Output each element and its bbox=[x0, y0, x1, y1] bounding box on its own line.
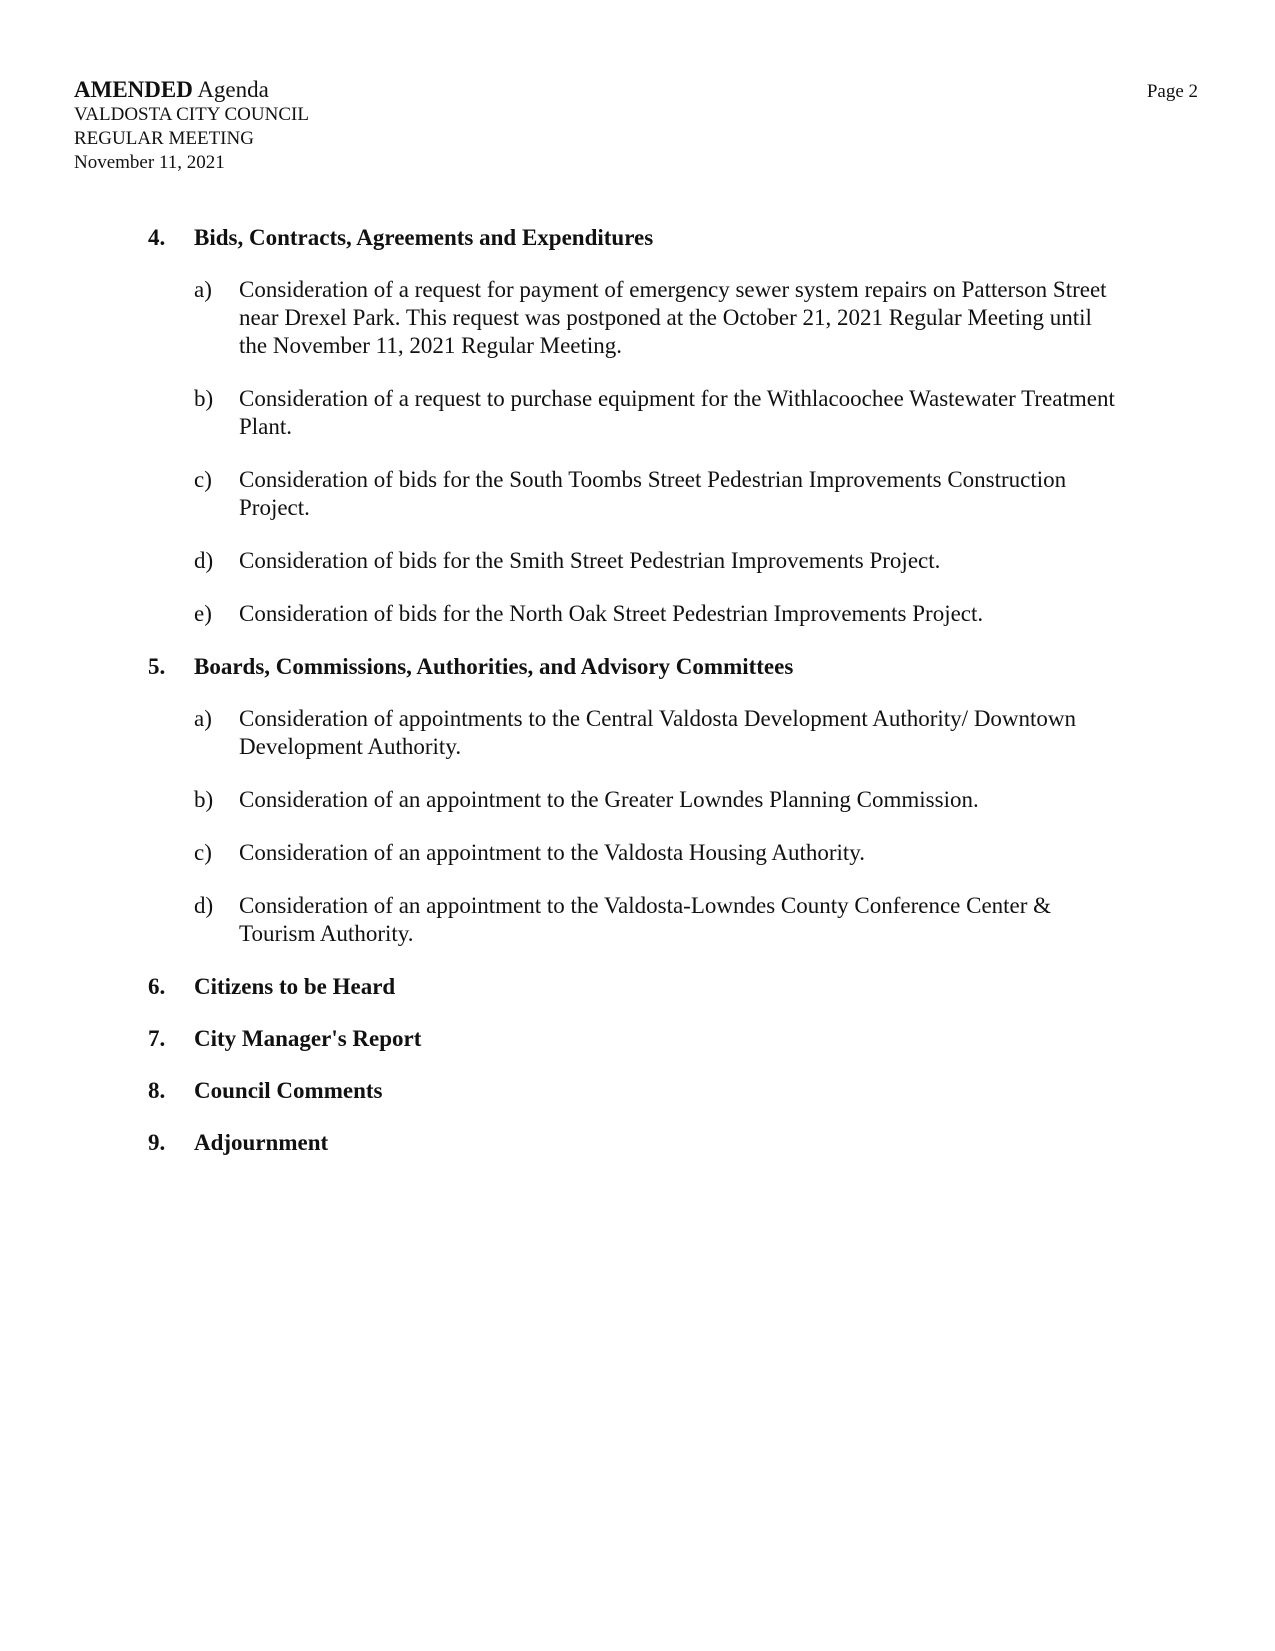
item-letter: b) bbox=[194, 386, 214, 411]
section-number: 8. bbox=[148, 1078, 166, 1103]
agenda-item bbox=[148, 839, 1148, 867]
section-council-comments bbox=[148, 1077, 1148, 1129]
section-heading bbox=[148, 1025, 1148, 1052]
section-number: 5. bbox=[148, 654, 166, 679]
agenda-item bbox=[148, 892, 1148, 948]
section-items bbox=[148, 705, 1148, 948]
document-header bbox=[74, 76, 494, 175]
item-text: Consideration of an appointment to the Valdosta-Lowndes County Conference Center & Tourism Authority. bbox=[239, 893, 1052, 946]
section-number: 6. bbox=[148, 974, 166, 999]
item-letter: c) bbox=[194, 840, 212, 865]
section-heading bbox=[148, 1077, 1148, 1104]
section-title: Council Comments bbox=[194, 1078, 383, 1103]
item-letter: e) bbox=[194, 601, 212, 626]
item-letter: a) bbox=[194, 706, 212, 731]
agenda-title bbox=[74, 76, 494, 103]
agenda-item bbox=[148, 276, 1148, 360]
section-title: Citizens to be Heard bbox=[194, 974, 396, 999]
item-text: Consideration of bids for the North Oak Street Pedestrian Improvements Project. bbox=[239, 601, 984, 626]
council-name: VALDOSTA CITY COUNCIL bbox=[74, 104, 309, 125]
meeting-date: November 11, 2021 bbox=[74, 152, 225, 173]
section-city-manager-report bbox=[148, 1025, 1148, 1077]
section-heading bbox=[148, 973, 1148, 1000]
item-letter: a) bbox=[194, 277, 212, 302]
meeting-type: REGULAR MEETING bbox=[74, 128, 254, 149]
section-heading bbox=[148, 224, 1148, 251]
page-number: Page 2 bbox=[1146, 81, 1198, 102]
section-title: City Manager's Report bbox=[194, 1026, 422, 1051]
agenda-item bbox=[148, 786, 1148, 814]
section-number: 7. bbox=[148, 1026, 166, 1051]
section-bids-contracts bbox=[148, 224, 1148, 628]
section-items bbox=[148, 276, 1148, 628]
section-title: Boards, Commissions, Authorities, and Advisory Committees bbox=[194, 654, 794, 679]
item-text: Consideration of an appointment to the Valdosta Housing Authority. bbox=[239, 840, 866, 865]
section-number: 9. bbox=[148, 1130, 166, 1155]
section-spacer bbox=[148, 1052, 1148, 1077]
section-adjournment bbox=[148, 1129, 1148, 1156]
item-letter: c) bbox=[194, 467, 212, 492]
agenda-item bbox=[148, 705, 1148, 761]
item-text: Consideration of an appointment to the Greater Lowndes Planning Commission. bbox=[239, 787, 979, 812]
section-spacer bbox=[148, 1104, 1148, 1129]
item-text: Consideration of a request for payment of emergency sewer system repairs on Patterson Street near Drexel Park. This request was postponed at the October 21, 2021 Regular Meeting until the November 11, 2021 Regular Meeting. bbox=[239, 277, 1107, 358]
agenda-title-amended: AMENDED bbox=[74, 77, 193, 102]
section-title: Bids, Contracts, Agreements and Expenditures bbox=[194, 225, 654, 250]
section-boards-commissions bbox=[148, 653, 1148, 948]
agenda-item bbox=[148, 385, 1148, 441]
agenda-list bbox=[148, 224, 1148, 1156]
item-text: Consideration of appointments to the Central Valdosta Development Authority/ Downtown Development Authority. bbox=[239, 706, 1077, 759]
agenda-title-rest: Agenda bbox=[192, 77, 269, 102]
agenda-item bbox=[148, 600, 1148, 628]
item-letter: b) bbox=[194, 787, 214, 812]
section-heading bbox=[148, 653, 1148, 680]
item-text: Consideration of bids for the Smith Street Pedestrian Improvements Project. bbox=[239, 548, 941, 573]
section-citizens-heard bbox=[148, 973, 1148, 1025]
section-number: 4. bbox=[148, 225, 166, 250]
section-spacer bbox=[148, 1000, 1148, 1025]
agenda-item bbox=[148, 466, 1148, 522]
item-text: Consideration of a request to purchase equipment for the Withlacoochee Wastewater Treatment Plant. bbox=[239, 386, 1115, 439]
agenda-item bbox=[148, 547, 1148, 575]
section-heading bbox=[148, 1129, 1148, 1156]
section-title: Adjournment bbox=[194, 1130, 329, 1155]
item-letter: d) bbox=[194, 893, 214, 918]
item-letter: d) bbox=[194, 548, 214, 573]
item-text: Consideration of bids for the South Toombs Street Pedestrian Improvements Construction Project. bbox=[239, 467, 1067, 520]
